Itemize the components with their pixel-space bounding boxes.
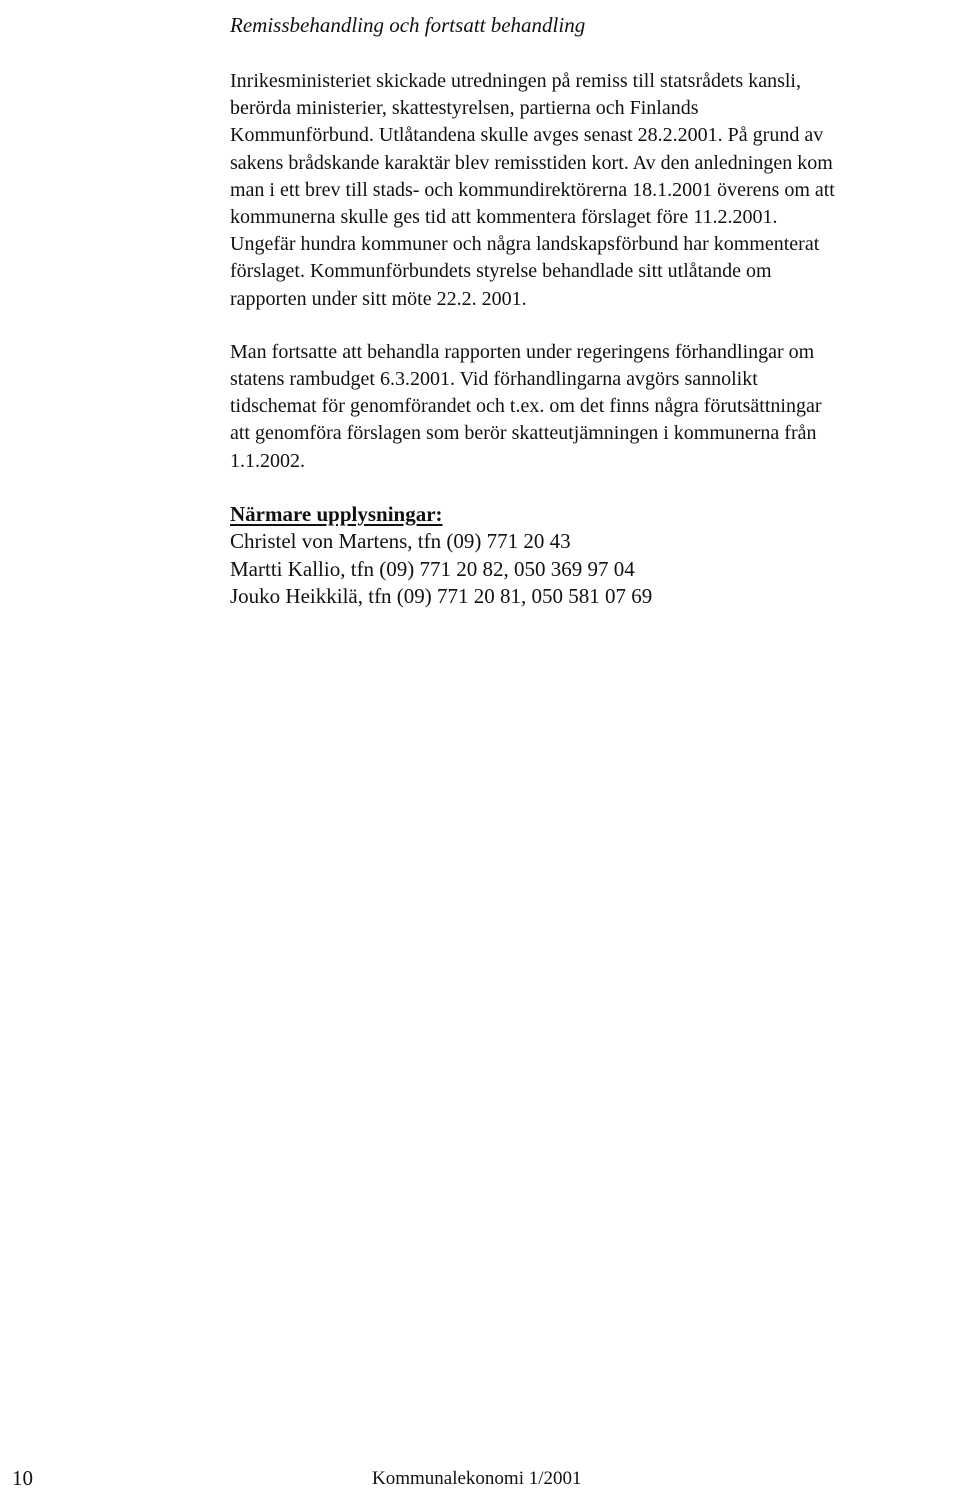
publication-name: Kommunalekonomi 1/2001 (372, 1468, 582, 1489)
contact-info (230, 501, 942, 611)
text-line: förslaget. Kommunförbundets styrelse behandlade sitt utlåtande om (230, 260, 772, 283)
section-heading: Remissbehandling och fortsatt behandling (230, 13, 586, 37)
text-line: berörda ministerier, skattestyrelsen, partierna och Finlands (230, 97, 699, 120)
page-number: 10 (12, 1466, 33, 1490)
text-line: man i ett brev till stads- och kommundirektörerna 18.1.2001 överens om att (230, 178, 835, 201)
text-line: sakens brådskande karaktär blev remisstiden kort. Av den anledningen kom (230, 151, 833, 174)
contact-line: Christel von Martens, tfn (09) 771 20 43 (230, 529, 571, 554)
contact-line: Jouko Heikkilä, tfn (09) 771 20 81, 050 581 07 69 (230, 584, 653, 609)
text-line: Kommunförbund. Utlåtandena skulle avges senast 28.2.2001. På grund av (230, 124, 824, 147)
text-line: Inrikesministeriet skickade utredningen på remiss till statsrådets kansli, (230, 70, 801, 92)
text-line: rapporten under sitt möte 22.2. 2001. (230, 287, 527, 310)
page-content (230, 12, 942, 611)
text-line: tidschemat för genomförandet och t.ex. om det finns några förutsättningar (230, 395, 822, 418)
text-line: statens rambudget 6.3.2001. Vid förhandlingarna avgörs sannolikt (230, 368, 758, 391)
paragraph-remiss (230, 68, 942, 313)
text-line: Ungefär hundra kommuner och några landskapsförbund har kommenterat (230, 233, 820, 256)
text-line: att genomföra förslagen som berör skatteutjämningen i kommunerna från (230, 422, 817, 445)
text-line: Man fortsatte att behandla rapporten under regeringens förhandlingar om (230, 340, 815, 363)
text-line: kommunerna skulle ges tid att kommentera förslaget före 11.2.2001. (230, 206, 778, 229)
paragraph-fortsatt (230, 339, 942, 475)
text-line: 1.1.2002. (230, 449, 305, 472)
contact-line: Martti Kallio, tfn (09) 771 20 82, 050 369 97 04 (230, 556, 635, 581)
contacts-heading: Närmare upplysningar: (230, 501, 443, 526)
